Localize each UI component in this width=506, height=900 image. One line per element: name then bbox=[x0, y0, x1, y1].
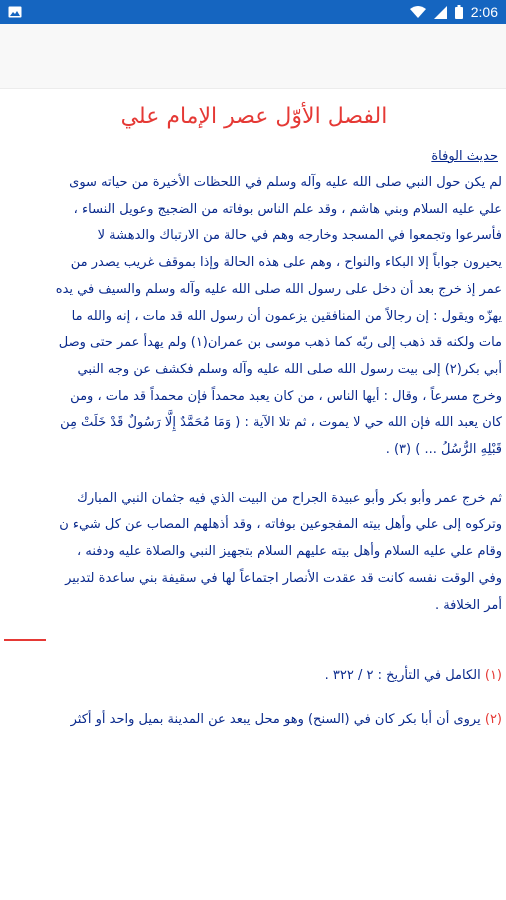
paragraph-line: يهزّه ويقول : إن رجالاً من المنافقين يزعمون أن رسول الله قد مات ، إنه والله ما bbox=[71, 308, 502, 324]
paragraph-line: وخرج مسرعاً ، وقال : أيها الناس ، من كان يعبد محمداً فإن محمداً قد مات ، ومن bbox=[70, 388, 502, 404]
battery-icon bbox=[455, 5, 463, 19]
chapter-title: الفصل الأوّل عصر الإمام علي bbox=[120, 104, 388, 129]
paragraph-line: ثم خرج عمر وأبو بكر وأبو عبيدة الجراح من البيت الذي فيه جثمان النبي المبارك bbox=[77, 490, 502, 506]
status-left bbox=[8, 6, 22, 18]
footnote-number[interactable]: (١) bbox=[484, 668, 502, 684]
paragraph-1 bbox=[6, 170, 502, 464]
paragraph-line: علي عليه السلام وبني هاشم ، وقد علم الناس بوفاته من الضجيج وعويل النساء ، bbox=[73, 201, 502, 217]
footnote-number[interactable]: (٢) bbox=[484, 712, 502, 728]
footnote-item bbox=[6, 663, 502, 689]
footnotes bbox=[6, 663, 502, 733]
paragraph-line: وتركوه إلى علي وأهل بيته المفجوعين بوفاته ، وقد أذهلهم المصاب عن كل شيء ن bbox=[59, 517, 502, 533]
paragraph-line: أمر الخلافة . bbox=[434, 597, 502, 613]
clock: 2:06 bbox=[470, 4, 498, 20]
paragraph-line: لم يكن حول النبي صلى الله عليه وآله وسلم في اللحظات الأخيرة من حياته سوى bbox=[69, 175, 502, 190]
footnote-item bbox=[6, 707, 502, 733]
paragraph-line: قَبْلِهِ الرُّسُلُ ... ) (٣) . bbox=[385, 442, 502, 458]
paragraph-line: فأسرعوا وتجمعوا في المسجد وخارجه وهم في حالة من الارتباك والدهشة لا bbox=[97, 228, 502, 244]
page-bottom-area bbox=[0, 792, 506, 900]
footnote-text: يروى أن أبا بكر كان في (السنح) وهو محل يبعد عن المدينة بميل واحد أو أكثر bbox=[70, 712, 485, 728]
paragraph-line: أبي بكر(٢) إلى بيت رسول الله صلى الله عليه وآله وسلم فكشف عن وجه النبي bbox=[77, 361, 502, 377]
paragraph-line: مات ولكنه قد ذهب إلى ربّه كما ذهب موسى بن عمران(١) ولم يهدأ عمر حتى وصل bbox=[58, 335, 502, 351]
paragraph-line: عمر إذ خرج بعد أن دخل على رسول الله صلى الله عليه وآله وسلم والسيف في يده bbox=[55, 281, 502, 297]
signal-icon bbox=[434, 6, 447, 19]
paragraph-line: وقام علي عليه السلام وأهل بيته عليهم السلام بتجهيز النبي والصلاة عليه ودفنه ، bbox=[77, 544, 502, 560]
paragraph-line: كان يعبد الله فإن الله حي لا يموت ، ثم تلا الآية : ( وَمَا مُحَمَّدٌ إِلَّا رَسُولٌ قَدْ خَلَتْ مِن bbox=[60, 415, 502, 431]
image-icon bbox=[8, 6, 22, 18]
status-bar bbox=[0, 0, 506, 24]
wifi-icon bbox=[410, 6, 426, 18]
footnote-divider bbox=[4, 639, 46, 641]
paragraph-line: يحيرون جواباً إلا البكاء والنواح ، وهم على هذه الحالة وإذا بموقف غريب يصدر من bbox=[70, 255, 502, 271]
status-right bbox=[410, 4, 498, 20]
section-heading: حديث الوفاة bbox=[431, 149, 498, 164]
app-toolbar bbox=[0, 24, 506, 89]
paragraph-2 bbox=[6, 486, 502, 620]
reader-content bbox=[0, 88, 506, 751]
footnote-text: الكامل في التأريخ : ٢ / ٣٢٢ . bbox=[324, 668, 485, 684]
paragraph-line: وفي الوقت نفسه كانت قد عقدت الأنصار اجتماعاً لها في سقيفة بني ساعدة لتدبير bbox=[65, 570, 502, 586]
